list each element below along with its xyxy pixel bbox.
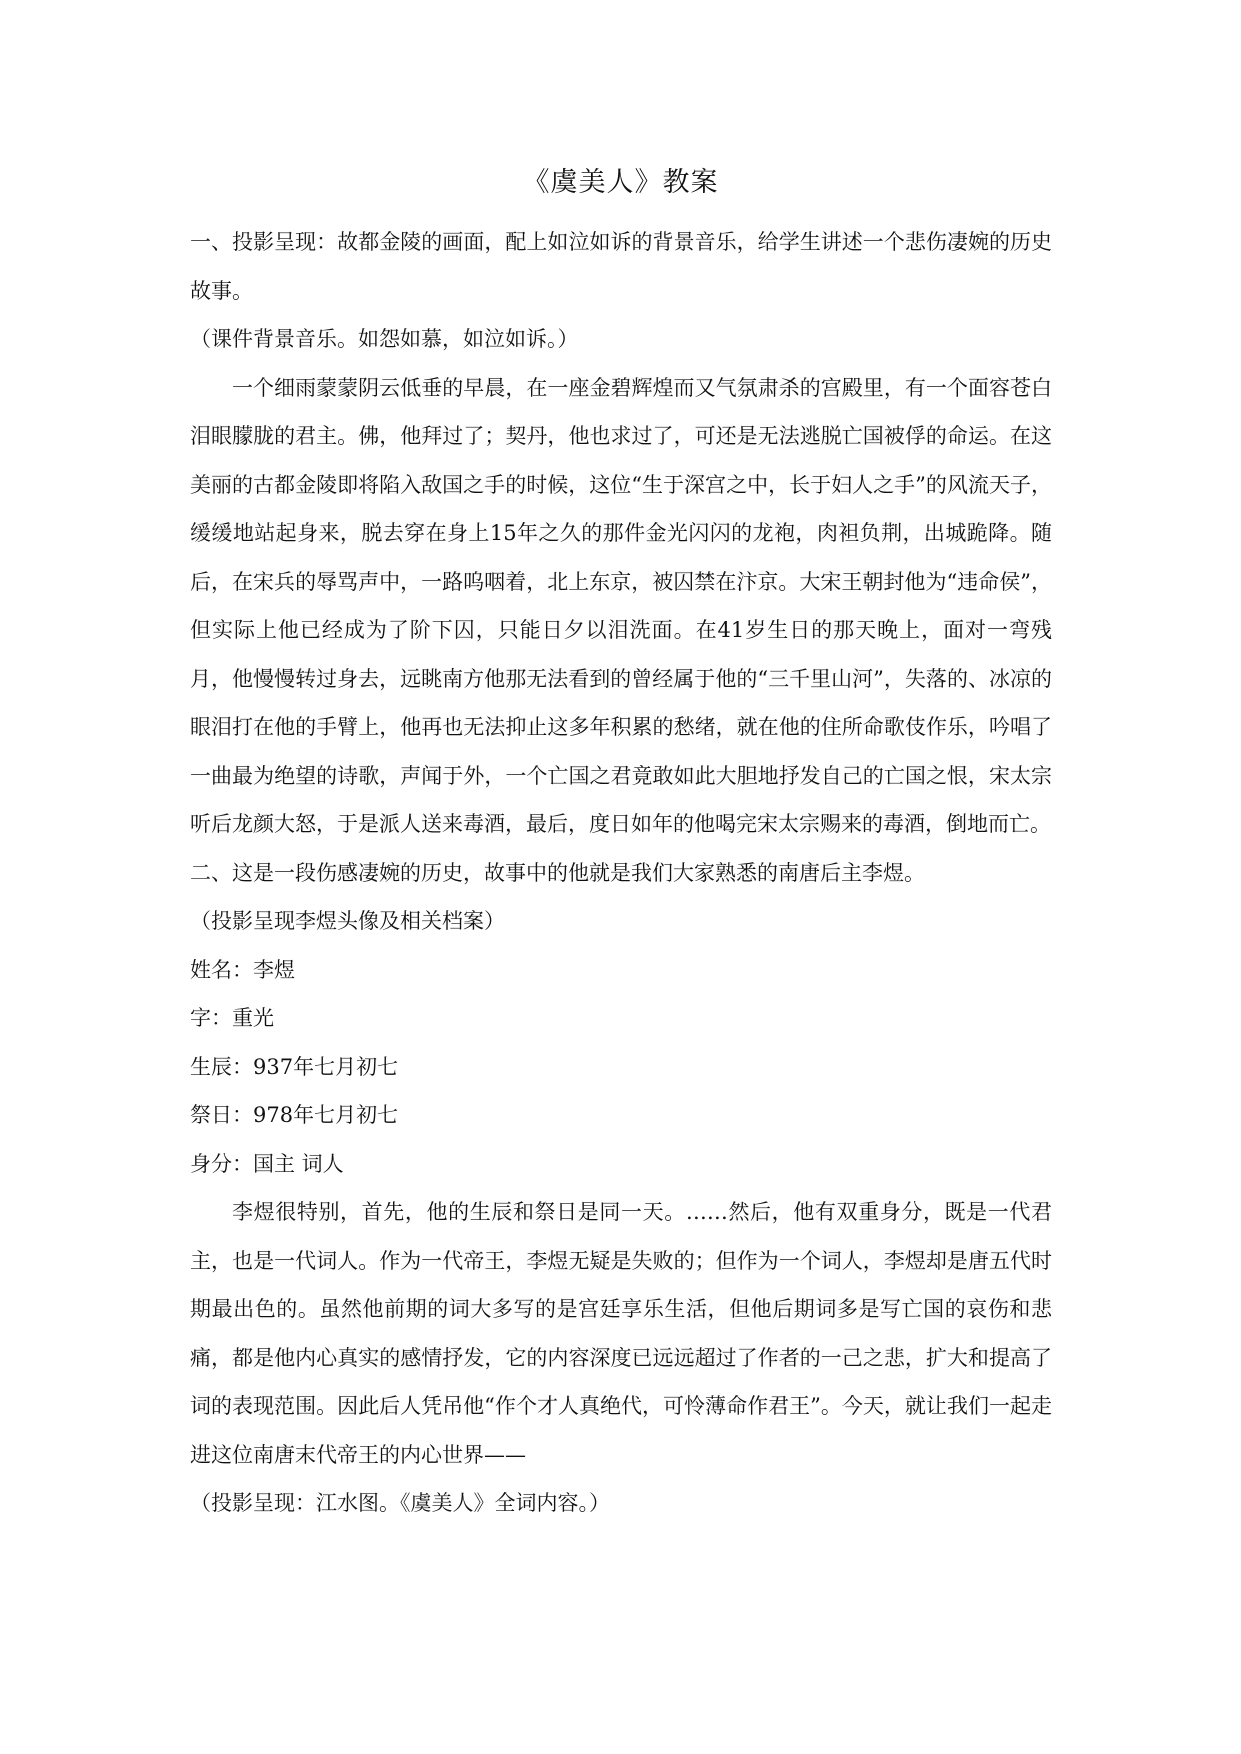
final-projection-note: （投影呈现：江水图。《虞美人》全词内容。）	[190, 1491, 610, 1515]
profile-death-date: 祭日：978年七月初七	[190, 1103, 399, 1127]
section-one-paragraph: 一、投影呈现：故都金陵的画面，配上如泣如诉的背景音乐，给学生讲述一个悲伤凄婉的历史故事。	[190, 230, 1052, 303]
profile-identity: 身分：国主 词人	[190, 1151, 344, 1176]
courseware-note: （课件背景音乐。如怨如慕，如泣如诉。）	[190, 327, 579, 351]
document-title: 《虞美人》教案	[522, 167, 719, 198]
section-two-paragraph: 二、这是一段伤感凄婉的历史，故事中的他就是我们大家熟悉的南唐后主李煜。	[190, 860, 925, 885]
analysis-paragraph: 李煜很特别，首先，他的生辰和祭日是同一天。……然后，他有双重身分，既是一代君主，也是一代词人。作为一代帝王，李煜无疑是失败的；但作为一个词人，李煜却是唐五代时期最出色的。虽然他前期的词大多写的是宫廷享乐生活，但他后期词多是写亡国的哀伤和悲痛，都是他内心真实的感情抒发，它的内容深度已远远超过了作者的一己之悲，扩大和提高了词的表现范围。因此后人凭吊他“作个才人真绝代，可怜薄命作君王”。今天，就让我们一起走进这位南唐末代帝王的内心世界——	[190, 1200, 1052, 1467]
document-body	[190, 218, 1052, 1528]
projection-note: （投影呈现李煜头像及相关档案）	[190, 909, 505, 933]
profile-courtesy-name: 字：重光	[190, 1006, 274, 1030]
profile-name: 姓名：李煜	[190, 957, 295, 982]
story-paragraph: 一个细雨蒙蒙阴云低垂的早晨，在一座金碧辉煌而又气氛肃杀的宫殿里，有一个面容苍白泪眼朦胧的君主。佛，他拜过了；契丹，他也求过了，可还是无法逃脱亡国被俘的命运。在这美丽的古都金陵即将陷入敌国之手的时候，这位“生于深宫之中，长于妇人之手”的风流天子，缓缓地站起身来，脱去穿在身上15年之久的那件金光闪闪的龙袍，肉袒负荆，出城跪降。随后，在宋兵的辱骂声中，一路呜咽着，北上东京，被囚禁在汴京。大宋王朝封他为“违命侯”，但实际上他已经成为了阶下囚，只能日夕以泪洗面。在41岁生日的那天晚上，面对一弯残月，他慢慢转过身去，远眺南方他那无法看到的曾经属于他的“三千里山河”，失落的、冰凉的眼泪打在他的手臂上，他再也无法抑止这多年积累的愁绪，就在他的住所命歌伎作乐，吟唱了一曲最为绝望的诗歌，声闻于外，一个亡国之君竟敢如此大胆地抒发自己的亡国之恨，宋太宗听后龙颜大怒，于是派人送来毒酒，最后，度日如年的他喝完宋太宗赐来的毒酒，倒地而亡。	[190, 375, 1052, 836]
profile-birth-date: 生辰：937年七月初七	[190, 1054, 399, 1079]
